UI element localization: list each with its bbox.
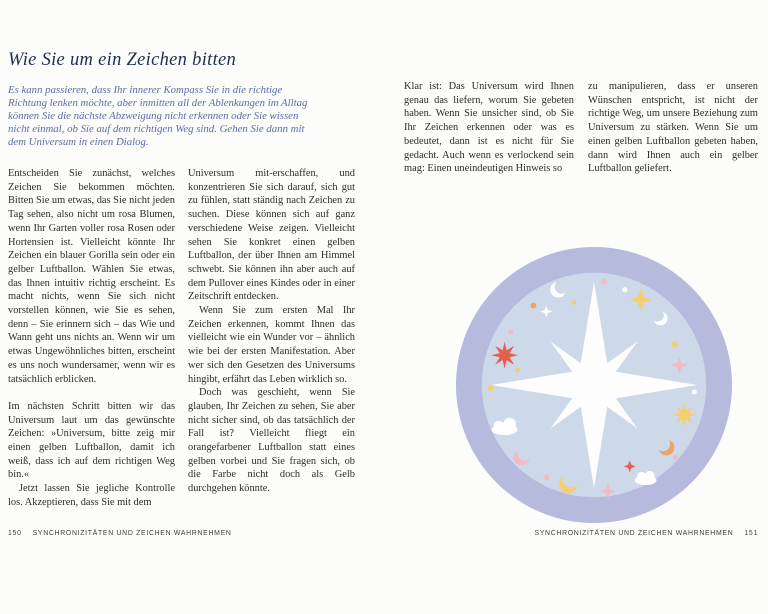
- body-paragraph: Wenn Sie zum ersten Mal Ihr Zeichen erkennen, kommt Ihnen das vielleicht wie ein Wunder vor – ähnlich wie bei der ersten Manifestation. Aber wer sich den Gesetzen des Universums hingibt, erfährt das Leben wirklich so.: [188, 305, 355, 385]
- starburst-icon: [491, 342, 518, 369]
- page-number: 151: [744, 530, 758, 537]
- left-column-2: [188, 167, 355, 510]
- body-paragraph: Doch was geschieht, wenn Sie glauben, Ihr Zeichen zu sehen, Sie aber nicht sicher sind, ob das tatsächlich der Fall ist? Vielleicht fliegt ein orangefarbener Luftballon statt eines gelben vorbei und Sie fragen sich, ob die Farbe nicht doch als Gelb durchgehen könnte.: [188, 387, 355, 495]
- sun-icon: [672, 403, 696, 427]
- right-page-footer: [534, 530, 758, 537]
- dot-icon: [622, 287, 627, 292]
- right-column-1: [404, 80, 574, 176]
- right-column-2: [588, 80, 758, 176]
- chapter-title: Wie Sie um ein Zeichen bitten: [8, 50, 237, 70]
- dot-icon: [671, 341, 677, 347]
- dot-icon: [488, 385, 494, 391]
- dot-icon: [515, 368, 519, 372]
- dot-icon: [572, 300, 576, 304]
- body-paragraph: Entscheiden Sie zunächst, welches Zeichen Sie bekommen möchten. Bitten Sie um etwas, das Sie nicht jeden Tag sehen, also nicht um rosa Blumen, wenn Ihr Garten voller rosa Rosen oder Hortensien ist. Vielleicht könnte Ihr Zeichen ein blauer Gorilla sein oder ein gelber Luftballon. Wählen Sie etwas, das Ihnen intuitiv richtig erscheint. Es macht nichts, wenn Sie sich nicht vorstellen können, wie Sie es sehen, denn – Sie erinnern sich – das Wie und Wann geht uns nichts an. Wenn wir um etwas Ungewöhnliches bitten, erscheint es uns noch wundersamer, wenn wir es tatsächlich erblicken.: [8, 168, 175, 385]
- page-number: 150: [8, 530, 22, 537]
- left-column-1: [8, 167, 175, 510]
- running-head: SYNCHRONIZITÄTEN UND ZEICHEN WAHRNEHMEN: [534, 530, 734, 537]
- compass-illustration-svg: [455, 246, 733, 524]
- right-page-body: [404, 80, 758, 176]
- dot-icon: [673, 455, 678, 460]
- body-paragraph: Klar ist: Das Universum wird Ihnen genau das liefern, worum Sie gebeten haben. Wenn Sie unsicher sind, ob Sie Ihr Zeichen erkennen oder was es bedeutet, dann ist es nicht für Sie gedacht. Auch wenn es verlockend sein mag: Einen uneindeutigen Hinweis so: [404, 81, 574, 175]
- body-paragraph: Universum mit-erschaffen, und konzentrieren Sie sich darauf, sich gut zu fühlen, statt ständig nach Zeichen zu suchen. Diese können sich auf ganz verschiedene Weise zeigen. Vielleicht sehen Sie konkret einen gelben Luftballon, der über Ihnen am Himmel schwebt. Sie können ihn aber auch auf dem Pullover eines Kindes oder in einer Zeitschrift entdecken.: [188, 168, 355, 303]
- dot-icon: [601, 279, 607, 285]
- intro-paragraph: Es kann passieren, dass Ihr innerer Kompass Sie in die richtige Richtung lenken möchte, aber inmitten all der Ablenkungen im Alltag können Sie die nächste Abzweigung nicht erkennen oder Sie wissen nicht einmal, ob Sie auf dem richtigen Weg sind. Gehen Sie dann mit dem Universum in einen Dialog.: [8, 84, 308, 148]
- body-paragraph: zu manipulieren, dass er unseren Wünschen entspricht, ist nicht der richtige Weg, um unsere Beziehung zum Universum zu stärken. Wenn Sie um einen gelben Luftballon gebeten haben, dann wird Ihnen auch ein gelber Luftballon geliefert.: [588, 81, 758, 175]
- dot-icon: [530, 303, 536, 309]
- compass-star-illustration: [455, 246, 733, 524]
- left-page-footer: [8, 530, 232, 537]
- left-page-body: [8, 167, 356, 510]
- body-paragraph: Jetzt lassen Sie jegliche Kontrolle los. Akzeptieren, dass Sie mit dem: [8, 483, 175, 508]
- dot-icon: [692, 389, 697, 394]
- running-head: SYNCHRONIZITÄTEN UND ZEICHEN WAHRNEHMEN: [32, 530, 232, 537]
- dot-icon: [508, 330, 513, 335]
- body-paragraph: Im nächsten Schritt bitten wir das Universum laut um das gewünschte Zeichen: »Universum, bitte zeig mir einen gelben Luftballon, damit ich weiß, dass ich auf dem richtigen Weg bin.«: [8, 400, 175, 481]
- dot-icon: [543, 474, 549, 480]
